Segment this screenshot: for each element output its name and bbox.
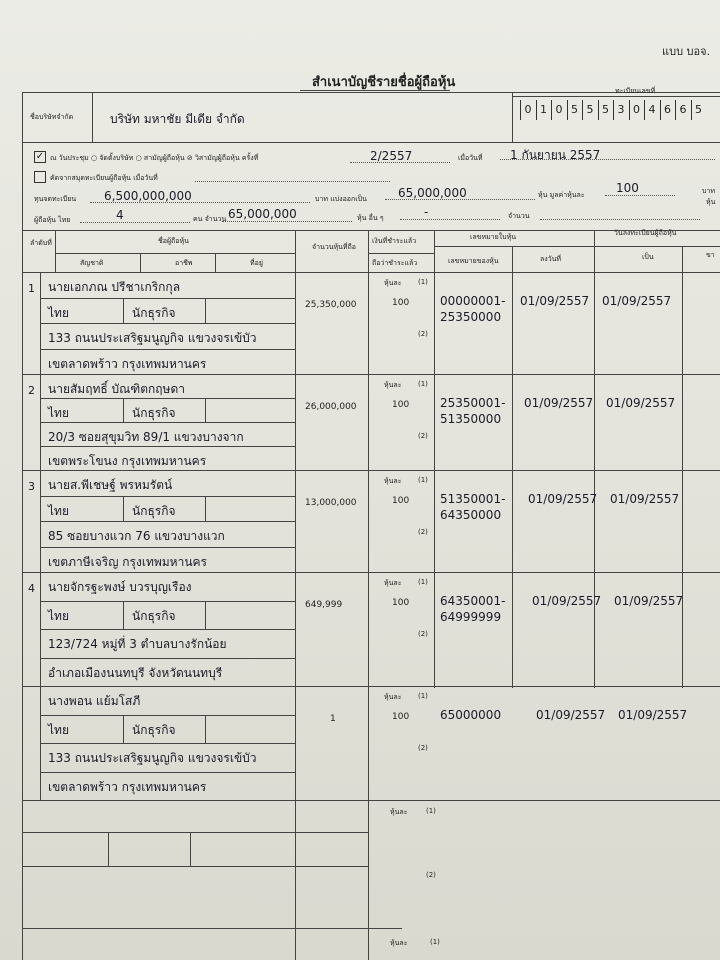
row-subline xyxy=(40,349,295,350)
header-no: ลำดับที่ xyxy=(30,239,52,247)
per-share-label: หุ้นละ xyxy=(384,579,402,587)
certificate-range-start: 64350001- xyxy=(440,594,506,608)
row-occ-divider xyxy=(205,398,206,422)
shares-held: 1 xyxy=(330,714,336,724)
share-suffix: หุ้น xyxy=(706,198,716,206)
mark-2: (2) xyxy=(418,528,428,536)
row-subline xyxy=(40,298,295,299)
capital-label: ทุนจดทะเบียน xyxy=(34,195,77,203)
certificate-range-end: 51350000 xyxy=(440,412,502,426)
header-shares-held: จำนวนหุ้นที่ถือ xyxy=(312,243,356,251)
address-line-2: เขตพระโขนง กรุงเทพมหานคร xyxy=(48,454,207,468)
row-nat-divider xyxy=(123,601,124,630)
meeting-no: 2/2557 xyxy=(370,149,413,163)
row-nat-divider xyxy=(123,298,124,324)
nationality: ไทย xyxy=(48,608,69,623)
row-nat-divider xyxy=(123,398,124,422)
header-cert-sub: เลขหมายของหุ้น xyxy=(448,257,499,265)
address-line-2: เขตลาดพร้าว กรุงเทพมหานคร xyxy=(48,779,207,794)
row-no-divider xyxy=(40,470,41,572)
row-nat-divider xyxy=(123,496,124,522)
paid-amount: 100 xyxy=(392,598,410,608)
row-no-divider xyxy=(40,374,41,470)
thai-count: 4 xyxy=(116,208,124,222)
nationality: ไทย xyxy=(48,722,69,737)
row-subline xyxy=(40,496,295,497)
row-no-divider xyxy=(40,272,41,374)
address-line-1: 133 ถนนประเสริฐมนูญกิจ แขวงจรเข้บัว xyxy=(48,331,257,345)
row-subline xyxy=(40,658,295,659)
registration-date: 01/09/2557 xyxy=(528,492,598,506)
registration-digit: 0 xyxy=(551,100,566,120)
shares-total: 65,000,000 xyxy=(398,186,467,200)
shares-held: 13,000,000 xyxy=(305,498,357,508)
nationality: ไทย xyxy=(48,305,69,320)
meeting-checkbox[interactable]: ✓ xyxy=(35,151,45,162)
registration-digit: 1 xyxy=(536,100,551,120)
registration-digit: 5 xyxy=(598,100,613,120)
row-divider xyxy=(22,572,720,573)
capital-value: 6,500,000,000 xyxy=(104,189,192,203)
registration-digit: 5 xyxy=(691,100,706,120)
empty-per-share: หุ้นละ xyxy=(390,808,408,816)
certificate-range-end: 64350000 xyxy=(440,508,502,522)
row-subline xyxy=(40,323,295,324)
row-subline xyxy=(40,629,295,630)
header-ceased: ขา xyxy=(706,251,715,259)
paid-amount: 100 xyxy=(392,496,410,506)
row-no-divider xyxy=(40,686,41,800)
header-cert: เลขหมายใบหุ้น xyxy=(470,233,516,241)
shares-other: หุ้น อื่น ๆ xyxy=(357,214,384,222)
certificate-range-end: 25350000 xyxy=(440,310,502,324)
row-divider xyxy=(22,686,720,687)
row-occ-divider xyxy=(205,715,206,744)
row-nat-divider xyxy=(123,715,124,744)
page-title: สำเนาบัญชีรายชื่อผู้ถือหุ้น xyxy=(312,75,456,90)
bottom-mark1: (1) xyxy=(430,938,440,946)
mark-2: (2) xyxy=(418,432,428,440)
shares-held: 25,350,000 xyxy=(305,300,357,310)
nationality: ไทย xyxy=(48,406,69,420)
copy-checkbox[interactable] xyxy=(34,171,46,183)
mark-1: (1) xyxy=(418,476,428,484)
became-date: 01/09/2557 xyxy=(606,396,676,410)
row-subline xyxy=(40,547,295,548)
address-line-1: 133 ถนนประเสริฐมนูญกิจ แขวงจรเข้บัว xyxy=(48,751,257,765)
shareholder-name: นางพอน แย้มโสภี xyxy=(48,694,141,708)
date-value: 1 กันยายน 2557 xyxy=(510,148,601,162)
certificate-range-start: 65000000 xyxy=(440,708,502,722)
paid-amount: 100 xyxy=(392,298,410,308)
registration-digit: 6 xyxy=(675,100,690,120)
company-name: บริษัท มหาชัย มีเดีย จำกัด xyxy=(110,112,245,126)
shares-held: 26,000,000 xyxy=(305,402,357,412)
address-line-1: 123/724 หมู่ที่ 3 ตำบลบางรักน้อย xyxy=(48,637,227,651)
header-reg-as: ลงวันที่ xyxy=(540,255,562,263)
shareholder-name: นายส.พีเชษฐ์ พรหมรัตน์ xyxy=(48,478,173,492)
baht-divided: บาท แบ่งออกเป็น xyxy=(315,195,367,203)
row-subline xyxy=(40,521,295,522)
thai-shares: 65,000,000 xyxy=(228,207,297,221)
row-subline xyxy=(40,743,295,744)
mark-2: (2) xyxy=(418,744,428,752)
registration-date: 01/09/2557 xyxy=(520,294,590,308)
registration-digit: 5 xyxy=(567,100,582,120)
registration-digit: 6 xyxy=(660,100,675,120)
occupation: นักธุรกิจ xyxy=(132,503,176,518)
row-subline xyxy=(40,772,295,773)
meeting-line: ณ วันประชุม ○ จัดตั้งบริษัท ○ สามัญผู้ถือหุ้น ⊘ วิสามัญผู้ถือหุ้น ครั้งที่ xyxy=(50,154,259,162)
row-occ-divider xyxy=(205,496,206,522)
mark-1: (1) xyxy=(418,578,428,586)
empty-mark2: (2) xyxy=(426,871,436,879)
became-date: 01/09/2557 xyxy=(602,294,672,308)
shares-held: 649,999 xyxy=(305,600,343,610)
par-value: 100 xyxy=(616,181,639,195)
baht-label: บาท xyxy=(702,187,715,195)
row-number: 1 xyxy=(28,282,35,295)
shareholder-name: นายจักรฐะพงษ์ บวรบุญเรือง xyxy=(48,580,192,594)
certificate-range-start: 51350001- xyxy=(440,492,506,506)
header-paid-sub: ถือว่าชำระแล้ว xyxy=(372,259,418,267)
certificate-range-start: 00000001- xyxy=(440,294,506,308)
header-occupation: อาชีพ xyxy=(175,259,193,267)
shareholder-name: นายเอกภณ ปรีชาเกริกกุล xyxy=(48,280,181,294)
registration-digit: 4 xyxy=(644,100,659,120)
per-share-label: หุ้นละ xyxy=(384,477,402,485)
paid-amount: 100 xyxy=(392,400,410,410)
mark-1: (1) xyxy=(418,278,428,286)
registration-digit: 5 xyxy=(582,100,597,120)
address-line-1: 20/3 ซอยสุขุมวิท 89/1 แขวงบางจาก xyxy=(48,430,244,444)
per-share-label: หุ้นละ xyxy=(384,381,402,389)
row-number: 3 xyxy=(28,480,35,493)
header-paid: เงินที่ชำระแล้ว xyxy=(372,237,417,245)
other-count: - xyxy=(424,205,429,219)
row-number: 4 xyxy=(28,582,35,595)
header-address: ที่อยู่ xyxy=(250,259,263,267)
address-line-2: เขตภาษีเจริญ กรุงเทพมหานคร xyxy=(48,554,207,569)
mark-2: (2) xyxy=(418,330,428,338)
mark-2: (2) xyxy=(418,630,428,638)
header-nationality: สัญชาติ xyxy=(80,259,104,267)
company-label: ชื่อบริษัทจำกัด xyxy=(30,113,74,121)
registration-date: 01/09/2557 xyxy=(524,396,594,410)
registration-date: 01/09/2557 xyxy=(532,594,602,608)
address-line-2: อำเภอเมืองนนทบุรี จังหวัดนนทบุรี xyxy=(48,665,223,680)
row-divider xyxy=(22,374,720,375)
header-name: ชื่อผู้ถือหุ้น xyxy=(158,237,189,245)
shareholders-label: ผู้ถือหุ้น ไทย xyxy=(34,216,71,224)
certificate-range-end: 64999999 xyxy=(440,610,502,624)
registration-date: 01/09/2557 xyxy=(536,708,606,722)
became-date: 01/09/2557 xyxy=(614,594,684,608)
amount-label: จำนวน xyxy=(508,212,530,220)
row-occ-divider xyxy=(205,298,206,324)
par-label: หุ้น มูลค่าหุ้นละ xyxy=(538,191,585,199)
row-number: 2 xyxy=(28,384,35,397)
header-reg-date: วันลงทะเบียนผู้ถือหุ้น xyxy=(614,229,677,237)
copy-line: คัดจากสมุดทะเบียนผู้ถือหุ้น เมื่อวันที่ xyxy=(50,174,158,182)
address-line-2: เขตลาดพร้าว กรุงเทพมหานคร xyxy=(48,356,207,371)
per-share-label: หุ้นละ xyxy=(384,279,402,287)
per-share-label: หุ้นละ xyxy=(384,693,402,701)
row-subline xyxy=(40,715,295,716)
row-no-divider xyxy=(40,572,41,686)
bottom-per-share: หุ้นละ xyxy=(390,939,408,947)
persons-amount: คน จำนวน xyxy=(193,215,227,223)
row-subline xyxy=(40,601,295,602)
row-occ-divider xyxy=(205,601,206,630)
paid-amount: 100 xyxy=(392,712,410,722)
empty-mark1: (1) xyxy=(426,807,436,815)
shareholder-name: นายสัมฤทธิ์ บัณฑิตกฤษดา xyxy=(48,382,185,396)
certificate-range-start: 25350001- xyxy=(440,396,506,410)
header-became: เป็น xyxy=(642,253,654,261)
became-date: 01/09/2557 xyxy=(618,708,688,722)
nationality: ไทย xyxy=(48,503,69,518)
occupation: นักธุรกิจ xyxy=(132,305,176,320)
date-label: เมื่อวันที่ xyxy=(458,154,483,162)
registration-digit: 0 xyxy=(520,100,535,120)
mark-1: (1) xyxy=(418,692,428,700)
occupation: นักธุรกิจ xyxy=(132,608,176,623)
form-code: แบบ บอจ. xyxy=(662,45,711,58)
occupation: นักธุรกิจ xyxy=(132,406,176,420)
registration-label: ทะเบียนเลขที่ xyxy=(615,87,656,95)
occupation: นักธุรกิจ xyxy=(132,722,176,737)
registration-digit: 0 xyxy=(629,100,644,120)
registration-digit: 3 xyxy=(613,100,628,120)
address-line-1: 85 ซอยบางแวก 76 แขวงบางแวก xyxy=(48,529,225,543)
became-date: 01/09/2557 xyxy=(610,492,680,506)
mark-1: (1) xyxy=(418,380,428,388)
